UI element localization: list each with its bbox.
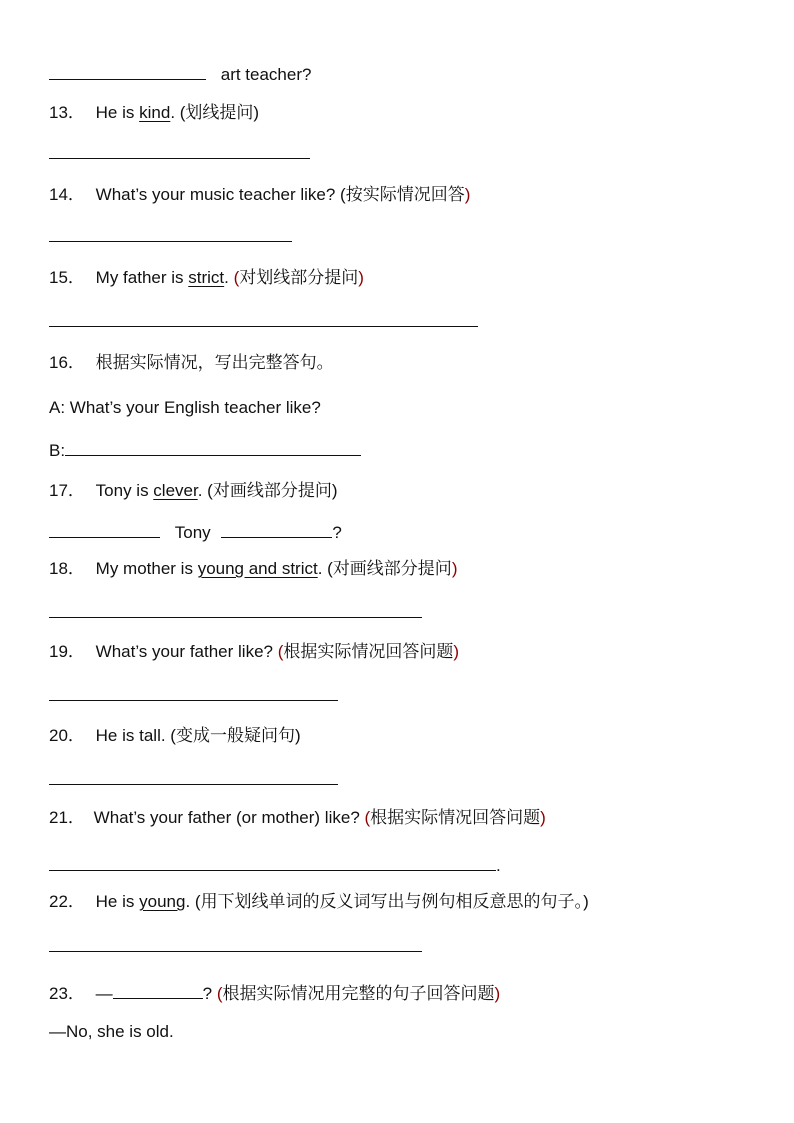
q14-hint: 按实际情况回答 [345, 185, 465, 204]
answer-blank[interactable] [49, 853, 496, 871]
q22-hint: 用下划线单词的反义词写出与例句相反意思的句子。 [200, 892, 584, 911]
q15-answer-line[interactable] [49, 326, 478, 327]
q21-hint: 根据实际情况回答问题 [370, 808, 541, 827]
underlined-word: young [139, 892, 186, 911]
answer-blank[interactable] [113, 981, 203, 999]
q14-answer-line[interactable] [49, 241, 292, 242]
question-number: 21． [49, 808, 85, 827]
q17-line [49, 480, 338, 502]
q23-line [49, 981, 500, 1005]
q18-hint: 对画线部分提问 [332, 559, 452, 578]
question-number: 20． [49, 726, 85, 745]
q22-text: He is young. (用下划线单词的反义词写出与例句相反意思的句子。) [95, 892, 589, 911]
q17-text: Tony is clever. (对画线部分提问) [95, 481, 338, 500]
q13-text: He is kind. (划线提问) [95, 103, 260, 122]
question-number: 13． [49, 103, 85, 122]
q12-tail: art teacher? [220, 65, 312, 84]
q14-line [49, 184, 470, 206]
answer-blank[interactable] [221, 520, 332, 538]
q19-line [49, 641, 459, 663]
q16-line [49, 352, 334, 374]
q15-text: My father is strict. (对划线部分提问) [95, 268, 364, 287]
underlined-word: young and strict [197, 559, 318, 578]
q14-text: What’s your music teacher like? (按实际情况回答) [95, 185, 471, 204]
q13-answer-line[interactable] [49, 158, 310, 159]
question-number: 19． [49, 642, 85, 661]
q18-line [49, 558, 457, 580]
question-number: 22． [49, 892, 85, 911]
q23-text: — ? (根据实际情况用完整的句子回答问题) [96, 984, 501, 1003]
q21-text: What’s your father (or mother) like? (根据实际情况回答问题) [93, 808, 546, 827]
answer-blank[interactable] [49, 62, 206, 80]
q20-hint: 变成一般疑问句 [175, 726, 295, 745]
answer-prefix: B: [49, 441, 66, 460]
underlined-word: clever [153, 481, 198, 500]
q22-answer-line[interactable] [49, 951, 422, 952]
q21-line [49, 807, 546, 829]
q23-hint: 根据实际情况用完整的句子回答问题 [222, 984, 495, 1003]
q17-answer-row [49, 520, 342, 544]
q21-dot: . [496, 856, 501, 875]
answer-blank[interactable] [65, 438, 361, 456]
q16-instruction: 根据实际情况，写出完整答句。 [95, 353, 334, 372]
q13-line [49, 102, 259, 124]
q22-line [49, 891, 589, 913]
q15-line [49, 267, 364, 289]
underlined-word: kind [139, 103, 171, 122]
underlined-word: strict [188, 268, 225, 287]
q15-hint: 对划线部分提问 [239, 268, 359, 287]
q16-answer-row [49, 438, 361, 462]
question-number: 16． [49, 353, 85, 372]
q13-hint: 划线提问 [185, 103, 254, 122]
q19-answer-line[interactable] [49, 700, 338, 701]
question-number: 17． [49, 481, 85, 500]
q18-answer-line[interactable] [49, 617, 422, 618]
q16-question: A: What’s your English teacher like? [49, 398, 321, 417]
q20-text: He is tall. (变成一般疑问句) [95, 726, 301, 745]
q20-line [49, 725, 301, 747]
question-number: 18． [49, 559, 85, 578]
q19-text: What’s your father like? (根据实际情况回答问题) [95, 642, 460, 661]
question-number: 23． [49, 984, 85, 1003]
answer-blank[interactable] [49, 520, 160, 538]
q21-answer-row [49, 853, 501, 877]
q23-answer: —No, she is old. [49, 1022, 174, 1041]
q17-hint: 对画线部分提问 [212, 481, 332, 500]
q18-text: My mother is young and strict. (对画线部分提问) [95, 559, 458, 578]
question-number: 15． [49, 268, 85, 287]
q17-end: ? [332, 523, 342, 542]
q12-line [49, 62, 311, 86]
q20-answer-line[interactable] [49, 784, 338, 785]
question-number: 14． [49, 185, 85, 204]
q19-hint: 根据实际情况回答问题 [283, 642, 454, 661]
q17-mid: Tony [174, 523, 211, 542]
